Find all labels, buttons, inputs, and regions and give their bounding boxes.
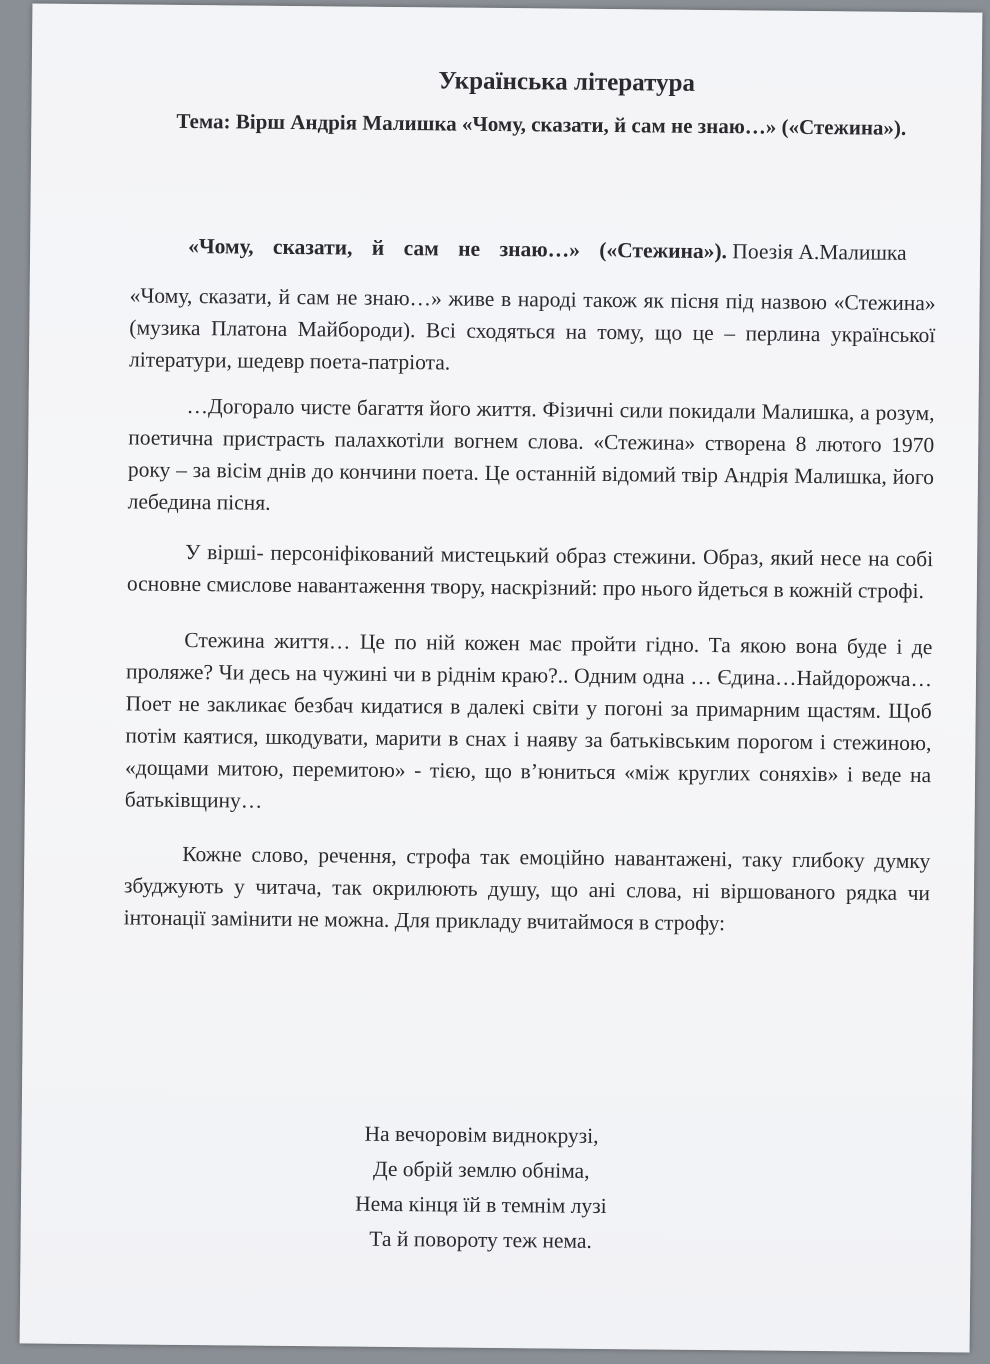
paragraph-2: …Догорало чисте багаття його життя. Фізичні сили покидали Малишка, а розум, поетична пристрасть палахкотіли вогнем слова. «Стежина» створена 8 лютого 1970 року – за вісім днів до кончини поета. Це останній відомий твір Андрія Малишка, його лебедина пісня. [127, 393, 935, 515]
poem-line: Та й повороту теж нема. [369, 1226, 592, 1253]
paragraph-5: Кожне слово, речення, строфа так емоційно навантажені, таку глибоку думку збуджують у читача, так окрилюють душу, що ані слова, ні віршованого рядка чи інтонації замінити не можна. Для прикладу вчитаймося в строфу: [123, 841, 931, 936]
paragraph-4: Стежина життя… Це по ній кожен має пройти гідно. Та якою вона буде і де проляже? Чи десь на чужині чи в ріднім краю?.. Одним одна … Єдина…Найдорожча…Поет не закликає безбач кидатися в далекі світи у погоні за примарним щастям. Щоб потім каятися, шкодувати, марити в снах і наяву за батьківським порогом і стежиною, «дощами митою, перемитою» - тією, що в’юниться «між круглих соняхів» і веде на батьківщину… [124, 627, 933, 813]
paragraph-3: У вірші- персоніфікований мистецький образ стежини. Образ, який несе на собі основне смислове навантаження твору, наскрізний: про нього йдеться в кожній строфі. [126, 539, 934, 604]
paragraph-1: «Чому, сказати, й сам не знаю…» живе в народі також як пісня під назвою «Стежина» (музика Платона Майбороди). Всі сходяться на тому, що це – перлина української літератури, шедевр поета-патріота. [128, 283, 936, 375]
document-body [124, 229, 937, 941]
poem-line: На вечоровім виднокрузі, [364, 1121, 599, 1148]
poem-line: Де обрій землю обніма, [372, 1156, 590, 1183]
topic-heading: Тема: Вірш Андрія Малишка «Чому, сказати, й сам не знаю…» («Стежина»). [176, 108, 907, 140]
document-title: Українська література [438, 67, 696, 97]
poem-stanza [310, 1116, 651, 1259]
lead-rest: Поезія А.Малишка [732, 239, 907, 265]
lead-bold-title: «Чому, сказати, й сам не знаю…» («Стежина»). [188, 233, 728, 264]
document-page [20, 3, 983, 1352]
poem-line: Нема кінця їй в темнім лузі [355, 1191, 607, 1219]
